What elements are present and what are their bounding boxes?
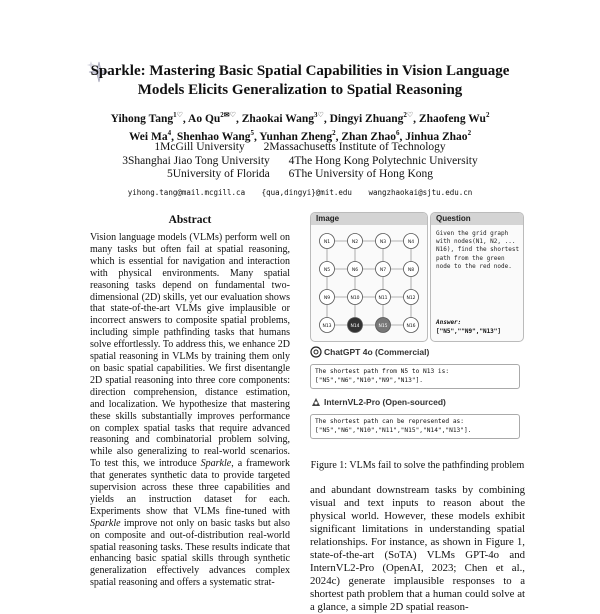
question-panel (430, 212, 524, 342)
gpt-model-name: ChatGPT 4o (Commercial) (324, 347, 430, 357)
author-name: Shenhao Wang (176, 130, 251, 143)
paper-title (0, 62, 600, 100)
internvl-logo-icon (310, 396, 322, 408)
affiliation: 3Shanghai Jiao Tong University (122, 154, 270, 167)
author-name: Zhaofeng Wu (418, 112, 486, 125)
author-name: Wei Ma (128, 130, 168, 143)
author-affiliation-mark: 2 (467, 128, 472, 137)
affiliation: 2Massachusetts Institute of Technology (263, 141, 446, 153)
author-name: Dingyi Zhuang (329, 112, 404, 125)
intern-answer-line: The shortest path can be represented as: (315, 418, 465, 425)
grid-node-label: N9 (323, 295, 331, 301)
figure-caption: Figure 1: VLMs fail to solve the pathfinding problem (310, 460, 525, 471)
author-affiliation-mark: 2✉♡ (220, 111, 236, 119)
email: wangzhaokai@sjtu.edu.cn (368, 188, 473, 197)
grid-graph (315, 229, 423, 337)
intern-answer-box (310, 414, 520, 439)
affiliation-row (0, 141, 600, 155)
intern-model-header (310, 396, 522, 410)
author-name: Jinhua Zhao (405, 130, 468, 143)
author-name: Yunhan Zheng (259, 130, 333, 143)
author-line-1: Yihong Tang$^{1♡}$, Ao $Qu^{2✉♡}$, Zhaokai Wang$^{3♡}$, Dingyi Zhuang$^{2♡}$, Zhaofeng Wu$^2$ (110, 111, 490, 125)
gpt-answer-line: The shortest path from N5 to N13 is: (315, 368, 450, 375)
author-line-2: Wei Ma$^4$, Shenhao Wang$^5$, Yunhan Zheng$^2$, Zhan Zhao$^6$, Jinhua Zhao$^2$ (128, 128, 472, 143)
email: {qua,dingyi}@mit.edu (261, 188, 352, 197)
abstract-text: , a framework that generates synthetic data to provide targeted supervision across these three capabilities and yields an instruction dataset for each. Experiments show that VLMs fine-tuned with (90, 458, 290, 517)
affiliation-row (0, 168, 600, 182)
abstract-text: Vision language models (VLMs) perform well on many tasks but often fail at spatial reasoning, which is essential for navigation and interaction with physical environments. Many spatial reasoning tasks depend on fundamental two-dimensional (2D) skills, yet our evaluation shows that state-of-the-art VLMs give implausible or incorrect answers to composite spatial problems, including simple pathfinding tasks that humans solve effortlessly. To address this, we enhance 2D spatial reasoning in VLMs by training them only on basic spatial capabilities. We first disentangle 2D spatial reasoning into three core components: direction comprehension, distance estimation, and localization. We hypothesize that mastering these skills substantially improves performance on complex spatial tasks that require advanced reasoning and combinatorial problem solving, while also generalizing to real-world scenarios. To test this, we introduce (90, 232, 290, 470)
author-list (0, 108, 600, 144)
affiliation-list (0, 141, 600, 182)
openai-logo-icon (310, 346, 322, 358)
author-affiliation-mark: 3♡ (314, 111, 324, 119)
affiliation: 5University of Florida (166, 168, 270, 180)
author-affiliation-mark: 2♡ (403, 111, 414, 119)
affiliation: 6The University of Hong Kong (288, 168, 434, 180)
grid-node-label: N4 (407, 239, 415, 245)
intro-paragraph: and abundant downstream tasks by combining visual and text inputs to reason about the physical world. However, these models exhibit significant limitations in understanding spatial relationships. For instance, as shown in Figure 1, state-of-the-art (SoTA) VLMs GPT-4o and InternVL2-Pro (OpenAI, 2023; Chen et al., 2024c) generate implausible responses to a shortest path problem that a human could solve at a glance, a simple 2D spatial reason- (310, 484, 525, 613)
author-name: Ao Qu (188, 112, 221, 125)
title-line-1: Sparkle: Mastering Basic Spatial Capabilities in Vision Language (90, 63, 510, 79)
gpt-answer-line: ["N5","N6","N10","N9","N13"]. (315, 376, 424, 384)
author-affiliation-mark: 5 (250, 128, 254, 137)
grid-node-label: N13 (322, 323, 332, 329)
abstract-text: improve not only on basic tasks but also on composite and out-of-distribution real-world spatial reasoning tasks. These results indicate that enhancing basic spatial skills through synthetic generalization effectively advances complex spatial reasoning and offers a systematic strat- (90, 517, 290, 589)
image-panel (310, 212, 428, 342)
author-affiliation-mark: 2 (485, 111, 490, 119)
email: yihong.tang@mail.mcgill.ca (127, 188, 246, 197)
question-text: Given the grid graph with nodes(N1, N2, ... N16), find the shortest path from the green node to the red node. (436, 230, 523, 270)
author-affiliation-mark: 1♡ (173, 111, 183, 119)
grid-node-label: N1 (323, 239, 331, 245)
grid-node-label: N16 (406, 323, 416, 329)
answer-label: Answer: (436, 319, 462, 326)
grid-node-label: N15 (378, 323, 388, 329)
grid-node-label: N5 (323, 267, 331, 273)
grid-node-label: N14 (350, 323, 360, 329)
gpt-model-header (310, 346, 522, 360)
grid-node-label: N7 (379, 267, 387, 273)
title-line-2: Models Elicits Generalization to Spatial Reasoning (137, 82, 463, 98)
affiliation: 1McGill University (154, 141, 245, 153)
author-name: Zhaokai Wang (241, 112, 315, 125)
intern-answer-line: ["N5","N6","N10","N11","N15","N14","N13"]. (315, 426, 472, 434)
author-affiliation-mark: 4 (167, 128, 172, 137)
grid-node-label: N8 (407, 267, 415, 273)
affiliation: 4The Hong Kong Polytechnic University (288, 154, 478, 167)
author-name: Yihong Tang (110, 112, 174, 125)
question-panel-label: Question (431, 213, 523, 225)
email-list (0, 188, 600, 197)
grid-node-label: N3 (379, 239, 387, 245)
abstract-body (90, 232, 290, 589)
answer-value: ["N5",""N9","N13"] (436, 328, 502, 335)
intern-model-name: InternVL2-Pro (Open-sourced) (324, 397, 446, 407)
grid-node-label: N6 (351, 267, 359, 273)
abstract-emphasis: Sparkle (200, 458, 232, 470)
grid-node-label: N12 (406, 295, 416, 301)
grid-node-label: N11 (378, 295, 388, 301)
abstract-heading: Abstract (168, 214, 212, 226)
author-name: Zhan Zhao (341, 130, 396, 143)
grid-node-label: N2 (351, 239, 359, 245)
figure-1 (310, 212, 522, 450)
affiliation-row (0, 155, 600, 169)
gpt-answer-box (310, 364, 520, 389)
abstract-emphasis: Sparkle (90, 517, 121, 529)
image-panel-label: Image (311, 213, 427, 225)
author-affiliation-mark: 2 (332, 128, 336, 137)
grid-node-label: N10 (350, 295, 360, 301)
author-affiliation-mark: 6 (395, 128, 400, 137)
